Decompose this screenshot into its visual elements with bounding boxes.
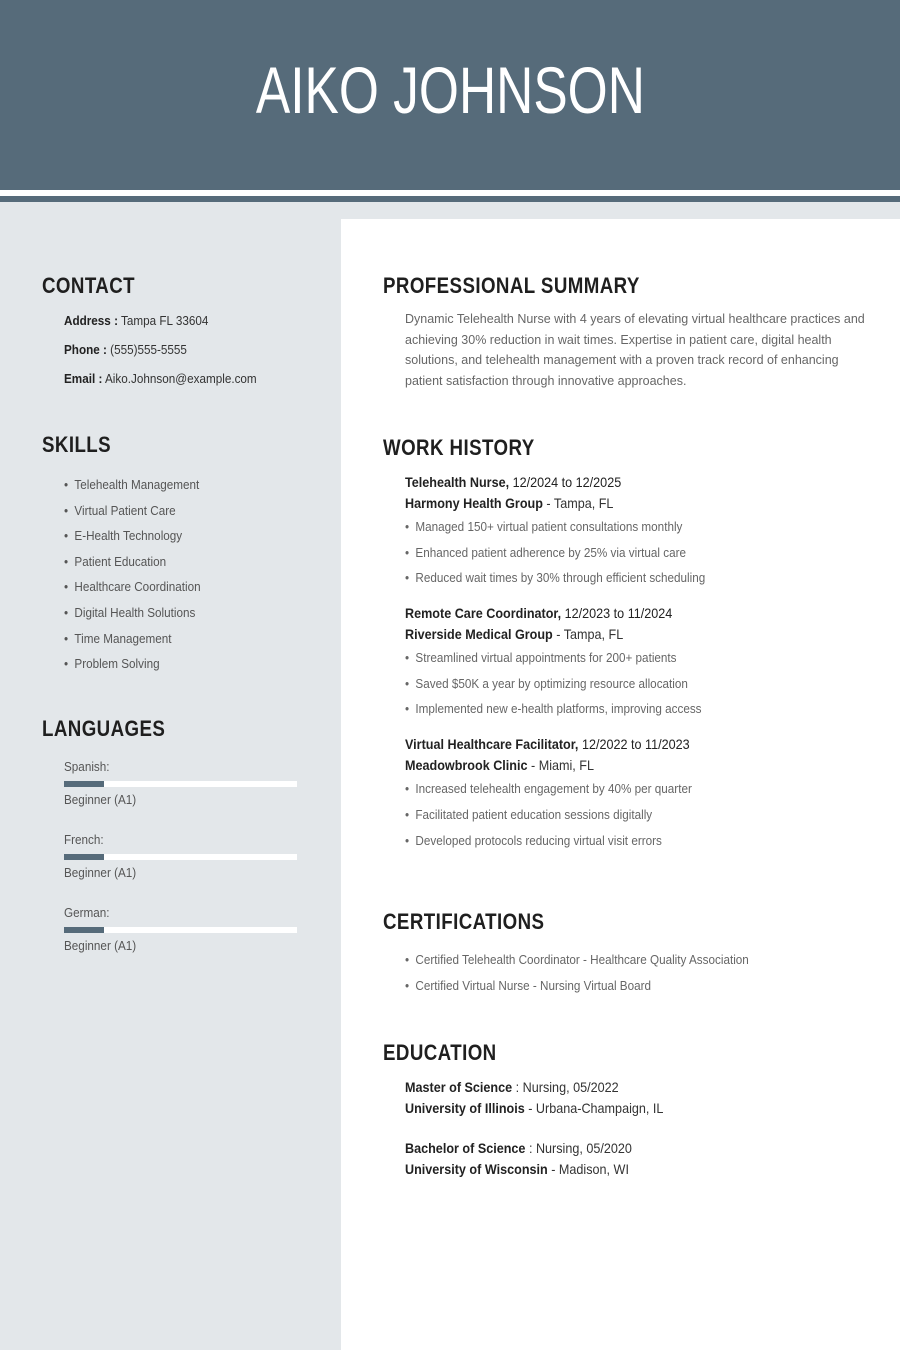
- language-name: French:: [64, 832, 104, 847]
- job-company-line: [405, 624, 826, 645]
- summary-text: Dynamic Telehealth Nurse with 4 years of elevating virtual healthcare practices and achieving 30% reduction in wait times. Expertise in patient care, digital health solutions, and telehealth management with a proven track record of enhancing patient satisfaction through innovative approaches.: [405, 312, 865, 388]
- summary-title: PROFESSIONAL SUMMARY: [383, 273, 640, 298]
- job-bullet: • Implemented new e-health platforms, improving access: [405, 699, 826, 725]
- job-title: Remote Care Coordinator,: [405, 605, 562, 622]
- education-entry: [405, 1077, 873, 1119]
- address-value: Tampa FL 33604: [121, 313, 209, 328]
- education-title: EDUCATION: [383, 1040, 497, 1065]
- education-school-line: [405, 1098, 826, 1119]
- language-item: [64, 759, 332, 808]
- contact-title: CONTACT: [42, 273, 136, 298]
- education-field: : Nursing, 05/2022: [515, 1079, 619, 1095]
- education-school: University of Illinois: [405, 1100, 525, 1116]
- phone-label: Phone :: [64, 342, 107, 357]
- skill-item: • Problem Solving: [64, 656, 305, 682]
- job-bullets: [405, 648, 873, 725]
- job-bullet: • Enhanced patient adherence by 25% via virtual care: [405, 543, 826, 569]
- job-entry: [405, 603, 873, 725]
- contact-email: [64, 371, 305, 400]
- contact-phone: [64, 342, 305, 371]
- summary-section: [383, 273, 873, 391]
- language-proficiency-bar: [64, 781, 297, 787]
- main-top-strip: [341, 202, 900, 219]
- education-field: : Nursing, 05/2020: [528, 1140, 632, 1156]
- job-location: - Tampa, FL: [556, 626, 624, 643]
- education-entry: [405, 1138, 873, 1180]
- job-company-line: [405, 755, 826, 776]
- job-title: Telehealth Nurse,: [405, 474, 510, 490]
- job-bullet: • Streamlined virtual appointments for 200+ patients: [405, 648, 826, 674]
- skill-item: • E-Health Technology: [64, 528, 305, 554]
- work-history-section: [383, 435, 873, 856]
- job-title-line: [405, 603, 826, 624]
- skills-title: SKILLS: [42, 432, 112, 457]
- skills-section: [42, 432, 332, 682]
- job-entry: [405, 472, 873, 594]
- language-level: Beginner (A1): [64, 792, 137, 807]
- certifications-section: [383, 909, 873, 1001]
- candidate-name: AIKO JOHNSON: [255, 53, 645, 127]
- certification-item: • Certified Virtual Nurse - Nursing Virtual Board: [405, 976, 826, 1002]
- certification-item: • Certified Telehealth Coordinator - Healthcare Quality Association: [405, 950, 826, 976]
- skill-item: • Healthcare Coordination: [64, 579, 305, 605]
- education-school: University of Wisconsin: [405, 1161, 548, 1177]
- education-degree: Master of Science: [405, 1079, 513, 1095]
- education-section: [383, 1040, 873, 1180]
- job-bullet: • Increased telehealth engagement by 40% per quarter: [405, 779, 826, 805]
- language-name: Spanish:: [64, 759, 110, 774]
- language-proficiency-fill: [64, 854, 104, 860]
- certifications-title: CERTIFICATIONS: [383, 909, 545, 934]
- language-level: Beginner (A1): [64, 938, 137, 953]
- address-label: Address :: [64, 313, 118, 328]
- education-degree: Bachelor of Science: [405, 1140, 526, 1156]
- job-bullet: • Facilitated patient education sessions digitally: [405, 805, 826, 831]
- education-school-line: [405, 1159, 826, 1180]
- job-bullet: • Reduced wait times by 30% through efficient scheduling: [405, 568, 826, 594]
- job-dates: 12/2024 to 12/2025: [512, 474, 622, 490]
- header-banner: [0, 0, 900, 190]
- job-company: Meadowbrook Clinic: [405, 757, 528, 774]
- education-degree-line: [405, 1138, 826, 1159]
- languages-title: LANGUAGES: [42, 716, 166, 741]
- language-name: German:: [64, 905, 110, 920]
- job-location: - Miami, FL: [531, 757, 595, 774]
- job-bullets: [405, 779, 873, 856]
- job-title: Virtual Healthcare Facilitator,: [405, 736, 579, 753]
- language-proficiency-fill: [64, 781, 104, 787]
- email-value: Aiko.Johnson@example.com: [104, 371, 257, 386]
- skill-item: • Telehealth Management: [64, 477, 305, 503]
- email-label: Email :: [64, 371, 103, 386]
- job-title-line: [405, 734, 826, 755]
- language-proficiency-fill: [64, 927, 104, 933]
- education-location: - Madison, WI: [551, 1161, 629, 1177]
- skill-item: • Patient Education: [64, 554, 305, 580]
- certifications-list: [405, 950, 873, 1001]
- language-item: [64, 832, 332, 881]
- languages-section: [42, 716, 332, 954]
- job-bullets: [405, 517, 873, 594]
- skills-list: [64, 477, 332, 682]
- job-company-line: [405, 493, 826, 514]
- job-company: Harmony Health Group: [405, 495, 543, 511]
- language-level: Beginner (A1): [64, 865, 137, 880]
- job-dates: 12/2023 to 11/2024: [564, 605, 673, 622]
- education-degree-line: [405, 1077, 826, 1098]
- job-bullet: • Developed protocols reducing virtual visit errors: [405, 831, 826, 857]
- skill-item: • Time Management: [64, 631, 305, 657]
- job-title-line: [405, 472, 826, 493]
- job-bullet: • Managed 150+ virtual patient consultations monthly: [405, 517, 826, 543]
- contact-address: [64, 313, 305, 342]
- job-entry: [405, 734, 873, 856]
- contact-section: [42, 273, 332, 400]
- language-proficiency-bar: [64, 927, 297, 933]
- skill-item: • Digital Health Solutions: [64, 605, 305, 631]
- job-company: Riverside Medical Group: [405, 626, 553, 643]
- language-proficiency-bar: [64, 854, 297, 860]
- education-location: - Urbana-Champaign, IL: [528, 1100, 664, 1116]
- work-history-title: WORK HISTORY: [383, 435, 535, 460]
- skill-item: • Virtual Patient Care: [64, 503, 305, 529]
- language-item: [64, 905, 332, 954]
- phone-value: (555)555-5555: [110, 342, 187, 357]
- job-dates: 12/2022 to 11/2023: [581, 736, 690, 753]
- job-bullet: • Saved $50K a year by optimizing resource allocation: [405, 674, 826, 700]
- job-location: - Tampa, FL: [546, 495, 614, 511]
